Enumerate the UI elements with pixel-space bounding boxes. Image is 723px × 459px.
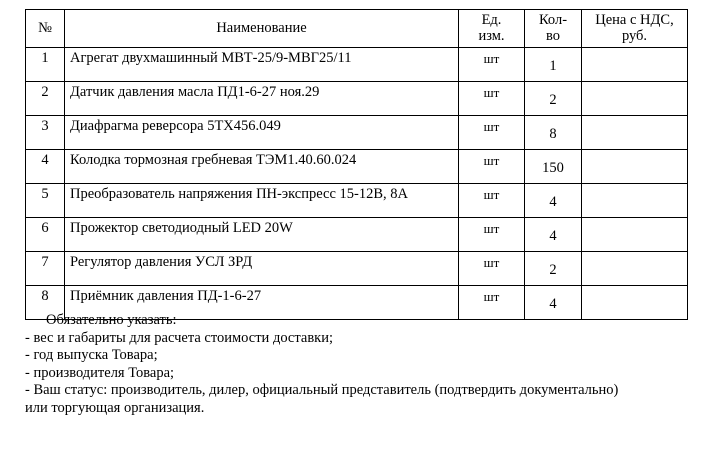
row-unit: шт [459, 48, 525, 82]
notes-item: - производителя Товара; [25, 364, 175, 381]
header-price-line2: руб. [621, 27, 648, 44]
row-price [582, 150, 688, 184]
table-row [26, 150, 688, 184]
table-row [26, 218, 688, 252]
row-number: 8 [26, 286, 65, 320]
row-unit: шт [459, 252, 525, 286]
row-unit: шт [459, 82, 525, 116]
row-name: Преобразователь напряжения ПН-экспресс 15-12В, 8А [65, 184, 459, 218]
row-number: 7 [26, 252, 65, 286]
row-number: 1 [26, 48, 65, 82]
notes-heading: Обязательно указать: [46, 312, 177, 328]
row-quantity: 150 [525, 150, 582, 184]
row-quantity: 2 [525, 252, 582, 286]
row-number: 6 [26, 218, 65, 252]
row-quantity: 4 [525, 184, 582, 218]
row-quantity: 4 [525, 218, 582, 252]
header-quantity [525, 10, 582, 48]
notes-item: - вес и габариты для расчета стоимости доставки; [25, 329, 333, 346]
header-quantity-line2: во [546, 27, 560, 44]
row-unit: шт [459, 184, 525, 218]
row-price [582, 82, 688, 116]
header-name: Наименование [65, 10, 459, 48]
row-name: Приёмник давления ПД-1-6-27 [65, 286, 459, 320]
row-unit: шт [459, 286, 525, 320]
header-unit [459, 10, 525, 48]
header-price [582, 10, 688, 48]
row-name: Датчик давления масла ПД1-6-27 ноя.29 [65, 82, 459, 116]
items-table [25, 9, 688, 320]
row-price [582, 252, 688, 286]
row-name: Регулятор давления УСЛ ЗРД [65, 252, 459, 286]
table-header-row [26, 10, 688, 48]
row-number: 4 [26, 150, 65, 184]
table-row [26, 252, 688, 286]
notes-item: или торгующая организация. [25, 399, 205, 416]
row-name: Агрегат двухмашинный МВТ-25/9-МВГ25/11 [65, 48, 459, 82]
header-number: № [26, 10, 65, 48]
row-quantity: 1 [525, 48, 582, 82]
row-quantity: 4 [525, 286, 582, 320]
requirements-notes [25, 312, 705, 417]
row-unit: шт [459, 218, 525, 252]
row-quantity: 2 [525, 82, 582, 116]
header-unit-line1: Ед. [481, 12, 502, 29]
table-row [26, 48, 688, 82]
table-row [26, 116, 688, 150]
row-name: Прожектор светодиодный LED 20W [65, 218, 459, 252]
row-name: Диафрагма реверсора 5ТХ456.049 [65, 116, 459, 150]
header-quantity-line1: Кол- [538, 12, 568, 29]
notes-item: - год выпуска Товара; [25, 347, 158, 363]
table-row [26, 184, 688, 218]
row-price [582, 48, 688, 82]
notes-item: - Ваш статус: производитель, дилер, официальный представитель (подтвердить документально) [25, 382, 619, 398]
row-number: 5 [26, 184, 65, 218]
row-number: 3 [26, 116, 65, 150]
row-unit: шт [459, 116, 525, 150]
row-price [582, 218, 688, 252]
row-quantity: 8 [525, 116, 582, 150]
row-price [582, 184, 688, 218]
header-unit-line2: изм. [478, 27, 505, 44]
header-price-line1: Цена с НДС, [595, 12, 674, 29]
row-unit: шт [459, 150, 525, 184]
row-number: 2 [26, 82, 65, 116]
row-name: Колодка тормозная гребневая ТЭМ1.40.60.024 [65, 150, 459, 184]
table-row [26, 82, 688, 116]
row-price [582, 116, 688, 150]
